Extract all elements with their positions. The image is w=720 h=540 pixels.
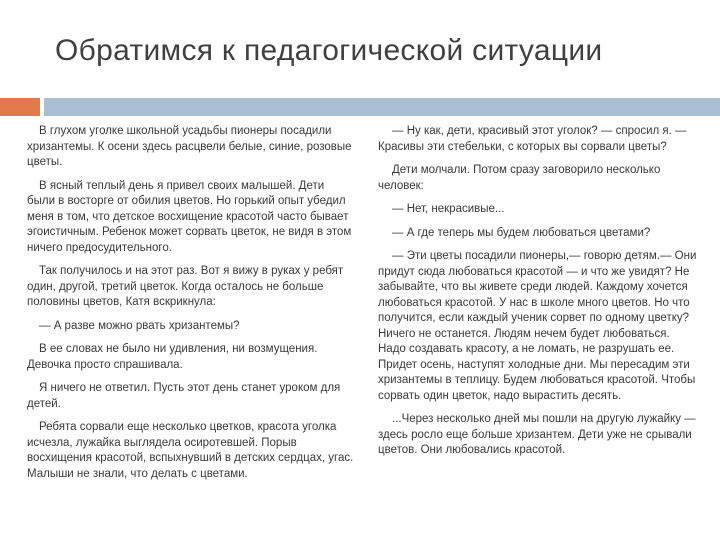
paragraph: — А где теперь мы будем любоваться цветами? — [392, 226, 651, 239]
left-text-column — [27, 124, 355, 490]
paragraph: Так получилось и на этот раз. Вот я вижу в руках у ребят один, другой, третий цветок. Когда осталось не больше половины цветов, Катя вскрикнула: — [27, 265, 344, 308]
paragraph: Дети молчали. Потом сразу заговорило несколько человек: — [378, 164, 661, 192]
slide-title: Обратимся к педагогической ситуации — [55, 34, 603, 67]
accent-bar-orange — [0, 98, 40, 116]
paragraph: — Эти цветы посадили пионеры,— говорю детям.— Они придут сюда любоваться красотой — и что же увидят? Не забывайте, что вы живете среди людей. Каждому хочется любоваться красотой. У нас в школе много цветов. Но что получится, если каждый ученик сорвет по одному цветку? Ничего не останется. Людям нечем будет любоваться. Надо создавать красоту, а не ломать, не разрушать ее. Придет осень, наступят холодные дни. Мы пересадим эти хризантемы в теплицу. Будем любоваться красотой. Чтобы сорвать один цветок, надо вырастить десять. — [378, 250, 697, 402]
paragraph: — Ну как, дети, красивый этот уголок? — спросил я. — Красивы эти стебельки, с которых вы сорвали цветы? — [378, 125, 687, 153]
paragraph: ...Через несколько дней мы пошли на другую лужайку — здесь росло еще больше хризантем. Дети уже не срывали цветов. Они любовались красотой. — [378, 413, 696, 456]
paragraph: В ясный теплый день я привел своих малышей. Дети были в восторге от обилия цветов. Но горький опыт убедил меня в том, что детское восхищение красотой часто бывает эгоистичным. Ребенок может сорвать цветок, не видя в этом ничего предосудительного. — [27, 179, 352, 254]
paragraph: В глухом уголке школьной усадьбы пионеры посадили хризантемы. К осени здесь расцвели белые, синие, розовые цветы. — [27, 125, 352, 168]
paragraph: Я ничего не ответил. Пусть этот день станет уроком для детей. — [27, 382, 341, 410]
accent-bar-blue — [44, 98, 720, 116]
paragraph: — А разве можно рвать хризантемы? — [39, 319, 240, 332]
paragraph: Ребята сорвали еще несколько цветков, красота уголка исчезла, лужайка выглядела осиротевшей. Порыв восхищения красотой, вспыхнувший в детских сердцах, угас. Малыши не знали, что делать с цветами. — [27, 421, 354, 480]
paragraph: — Нет, некрасивые... — [392, 203, 505, 215]
right-text-column — [378, 124, 700, 467]
paragraph: В ее словах не было ни удивления, ни возмущения. Девочка просто спрашивала. — [27, 343, 318, 371]
